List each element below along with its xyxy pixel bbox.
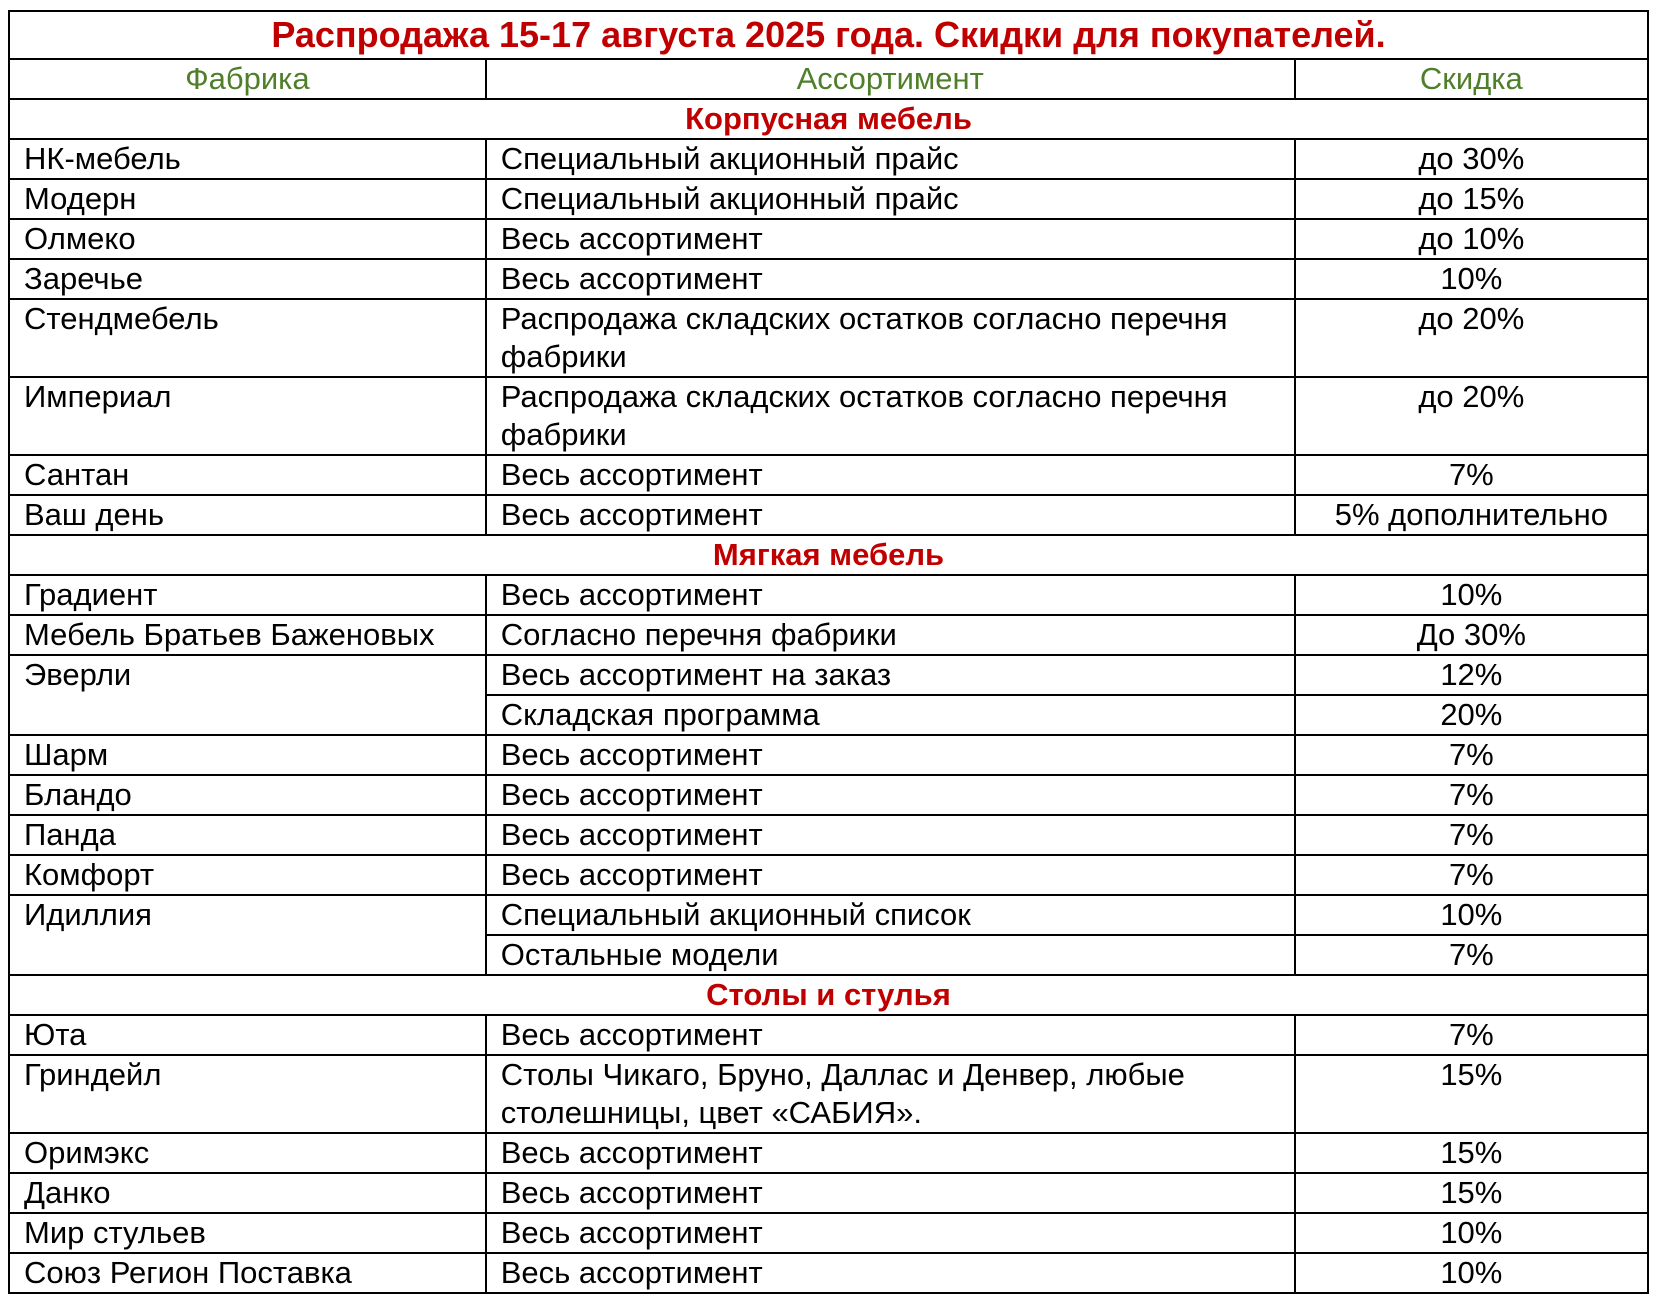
assortment-cell: Весь ассортимент	[486, 855, 1295, 895]
factory-cell: НК-мебель	[9, 139, 486, 179]
assortment-cell: Весь ассортимент на заказ	[486, 655, 1295, 695]
discount-cell: до 15%	[1295, 179, 1648, 219]
table-row	[9, 815, 1648, 855]
factory-cell: Союз Регион Поставка	[9, 1253, 486, 1293]
factory-cell: Мир стульев	[9, 1213, 486, 1253]
factory-cell: Комфорт	[9, 855, 486, 895]
assortment-cell: Весь ассортимент	[486, 1213, 1295, 1253]
assortment-cell: Распродажа складских остатков согласно перечня фабрики	[486, 299, 1295, 377]
assortment-cell: Весь ассортимент	[486, 1015, 1295, 1055]
assortment-cell: Весь ассортимент	[486, 1253, 1295, 1293]
discount-cell: 10%	[1295, 895, 1648, 935]
discount-cell: До 30%	[1295, 615, 1648, 655]
assortment-cell: Специальный акционный прайс	[486, 139, 1295, 179]
factory-cell: Бландо	[9, 775, 486, 815]
assortment-cell: Складская программа	[486, 695, 1295, 735]
table-row	[9, 855, 1648, 895]
assortment-cell: Весь ассортимент	[486, 775, 1295, 815]
table-row	[9, 1173, 1648, 1213]
table-row	[9, 1133, 1648, 1173]
assortment-cell: Остальные модели	[486, 935, 1295, 975]
discount-cell: 7%	[1295, 855, 1648, 895]
assortment-cell: Столы Чикаго, Бруно, Даллас и Денвер, любые столешницы, цвет «САБИЯ».	[486, 1055, 1295, 1133]
discount-cell: 15%	[1295, 1173, 1648, 1213]
assortment-cell: Весь ассортимент	[486, 815, 1295, 855]
discount-cell: до 30%	[1295, 139, 1648, 179]
header-row	[9, 59, 1648, 99]
table-row	[9, 735, 1648, 775]
table-row	[9, 219, 1648, 259]
table-row	[9, 1253, 1648, 1293]
factory-cell: Стендмебель	[9, 299, 486, 377]
factory-cell: Ваш день	[9, 495, 486, 535]
table-row	[9, 179, 1648, 219]
discount-cell: 5% дополнительно	[1295, 495, 1648, 535]
table-row	[9, 1055, 1648, 1133]
table-row	[9, 495, 1648, 535]
discount-cell: 20%	[1295, 695, 1648, 735]
header-assortment: Ассортимент	[486, 59, 1295, 99]
factory-cell: Заречье	[9, 259, 486, 299]
assortment-cell: Весь ассортимент	[486, 1173, 1295, 1213]
factory-cell: Оримэкс	[9, 1133, 486, 1173]
table-row	[9, 1015, 1648, 1055]
factory-cell: Шарм	[9, 735, 486, 775]
factory-cell: Империал	[9, 377, 486, 455]
assortment-cell: Согласно перечня фабрики	[486, 615, 1295, 655]
discount-cell: 15%	[1295, 1133, 1648, 1173]
table-row	[9, 775, 1648, 815]
discount-cell: 10%	[1295, 1213, 1648, 1253]
table-row	[9, 895, 1648, 935]
factory-cell: Гриндейл	[9, 1055, 486, 1133]
header-discount: Скидка	[1295, 59, 1648, 99]
discount-table-body	[9, 11, 1648, 1293]
discount-cell: 7%	[1295, 775, 1648, 815]
section-row	[9, 99, 1648, 139]
title-row	[9, 11, 1648, 59]
assortment-cell: Весь ассортимент	[486, 1133, 1295, 1173]
factory-cell: Юта	[9, 1015, 486, 1055]
factory-cell: Модерн	[9, 179, 486, 219]
discount-cell: 10%	[1295, 575, 1648, 615]
table-row	[9, 575, 1648, 615]
discount-cell: 7%	[1295, 815, 1648, 855]
discount-cell: 7%	[1295, 935, 1648, 975]
factory-cell: Градиент	[9, 575, 486, 615]
section-title: Корпусная мебель	[9, 99, 1648, 139]
section-title: Мягкая мебель	[9, 535, 1648, 575]
header-factory: Фабрика	[9, 59, 486, 99]
discount-cell: 10%	[1295, 259, 1648, 299]
discount-cell: 15%	[1295, 1055, 1648, 1133]
discount-cell: 7%	[1295, 455, 1648, 495]
table-row	[9, 655, 1648, 695]
table-row	[9, 139, 1648, 179]
table-row	[9, 299, 1648, 377]
discount-cell: 7%	[1295, 735, 1648, 775]
assortment-cell: Весь ассортимент	[486, 575, 1295, 615]
assortment-cell: Специальный акционный прайс	[486, 179, 1295, 219]
assortment-cell: Весь ассортимент	[486, 219, 1295, 259]
assortment-cell: Весь ассортимент	[486, 259, 1295, 299]
table-row	[9, 455, 1648, 495]
discount-cell: до 20%	[1295, 377, 1648, 455]
table-row	[9, 615, 1648, 655]
section-row	[9, 975, 1648, 1015]
assortment-cell: Распродажа складских остатков согласно перечня фабрики	[486, 377, 1295, 455]
assortment-cell: Специальный акционный список	[486, 895, 1295, 935]
factory-cell: Олмеко	[9, 219, 486, 259]
factory-cell: Данко	[9, 1173, 486, 1213]
factory-cell: Эверли	[9, 655, 486, 735]
assortment-cell: Весь ассортимент	[486, 455, 1295, 495]
discount-table	[8, 10, 1649, 1294]
factory-cell: Панда	[9, 815, 486, 855]
factory-cell: Сантан	[9, 455, 486, 495]
discount-cell: 12%	[1295, 655, 1648, 695]
assortment-cell: Весь ассортимент	[486, 495, 1295, 535]
section-row	[9, 535, 1648, 575]
table-row	[9, 1213, 1648, 1253]
section-title: Столы и стулья	[9, 975, 1648, 1015]
discount-cell: 10%	[1295, 1253, 1648, 1293]
table-row	[9, 377, 1648, 455]
discount-cell: 7%	[1295, 1015, 1648, 1055]
assortment-cell: Весь ассортимент	[486, 735, 1295, 775]
table-row	[9, 259, 1648, 299]
discount-cell: до 10%	[1295, 219, 1648, 259]
factory-cell: Мебель Братьев Баженовых	[9, 615, 486, 655]
factory-cell: Идиллия	[9, 895, 486, 975]
discount-cell: до 20%	[1295, 299, 1648, 377]
page-title: Распродажа 15-17 августа 2025 года. Скидки для покупателей.	[9, 11, 1648, 59]
